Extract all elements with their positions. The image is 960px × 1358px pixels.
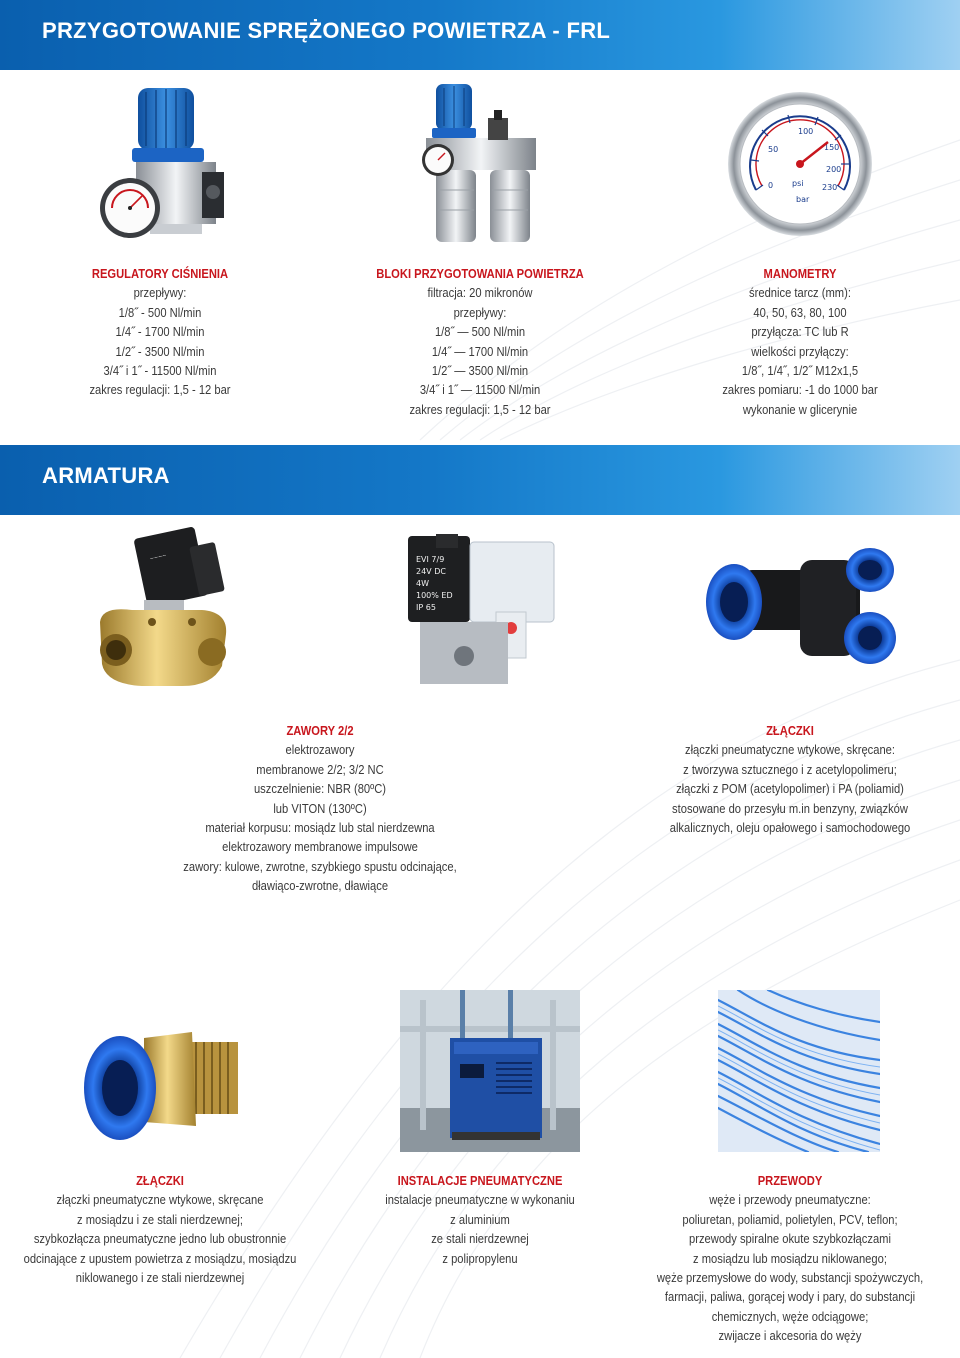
installations-info [351,1171,609,1268]
hoses-line: przewody spiralne okute szybkozłączami [689,1231,891,1247]
compact-solenoid-valve-image [400,528,560,688]
installations-line: ze stali nierdzewnej [431,1231,529,1247]
frl-units-line: 3/4˝ i 1˝ — 11500 Nl/min [419,382,541,398]
gauges-info [671,264,929,419]
brass-fittings-info [14,1171,306,1287]
gauge-label-0: 0 [768,181,774,190]
regulators-line: 1/2˝ - 3500 Nl/min [115,343,205,359]
brass-fittings-line: szybkozłącza pneumatyczne jedno lub obustronnie [33,1231,287,1247]
page-title: PRZYGOTOWANIE SPRĘŻONEGO POWIETRZA - FRL [42,18,611,43]
brass-fittings-title: ZŁĄCZKI [136,1173,184,1188]
installations-line: z aluminium [450,1211,510,1227]
valves-title: ZAWORY 2/2 [286,723,354,738]
regulators-title: REGULATORY CIŚNIENIA [91,266,229,281]
frl-unit-image [412,80,552,250]
valves-line: zawory: kulowe, zwrotne, szybkiego spustu odcinające, [183,858,457,874]
solenoid-label-line: IP 65 [416,603,436,612]
gauges-line: wykonanie w glicerynie [742,401,858,417]
plastic-fittings-title: ZŁĄCZKI [766,723,814,738]
valves-line: dławiąco-zwrotne, dławiące [251,878,389,894]
hoses-title: PRZEWODY [757,1173,823,1188]
frl-units-info [342,264,617,419]
frl-units-line: 1/8˝ — 500 Nl/min [434,324,526,340]
hoses-line: węże i przewody pneumatyczne: [709,1192,871,1208]
hoses-line: węże przemysłowe do wody, substancji spożywczych, [656,1270,924,1286]
hose-coil-image [718,990,880,1152]
hoses-info [644,1171,936,1346]
gauges-line: zakres pomiaru: -1 do 1000 bar [722,382,878,398]
plastic-t-fitting-image [700,540,900,670]
plastic-fittings-line: złączki pneumatyczne wtykowe, skręcane: [684,742,896,758]
section-banner-armatura [0,445,960,515]
plastic-fittings-line: stosowane do przesyłu m.in benzyny, związków [672,800,908,816]
solenoid-label-line: 24V DC [416,567,446,576]
frl-units-line: zakres regulacji: 1,5 - 12 bar [409,401,551,417]
brass-fittings-line: z mosiądzu i ze stali nierdzewnej; [77,1211,243,1227]
gauges-line: średnice tarcz (mm): [749,285,851,301]
frl-units-title: BLOKI PRZYGOTOWANIA POWIETRZA [376,266,584,281]
frl-units-line: przepływy: [453,304,507,320]
hoses-line: chemicznych, węże odciągowe; [711,1308,869,1324]
pneumatic-installation-image [400,990,580,1152]
gauge-label-psi: psi [792,179,804,188]
solenoid-label-line: 4W [416,579,429,588]
valves-line: membranowe 2/2; 3/2 NC [256,761,384,777]
gauge-label-bar: bar [796,195,810,204]
frl-units-line: filtracja: 20 mikronów [427,285,533,301]
regulator-image [90,80,240,250]
gauge-label-100: 100 [798,127,814,136]
valves-line: elektrozawory [285,742,355,758]
installations-line: instalacje pneumatyczne w wykonaniu [385,1192,575,1208]
valves-line: elektrozawory membranowe impulsowe [222,839,418,855]
brass-fittings-line: odcinające z upustem powietrza z mosiądzu, mosiądzu [23,1250,297,1266]
svg-text:~~~~: ~~~~ [149,552,167,563]
brass-fittings-line: niklowanego i ze stali nierdzewnej [75,1270,245,1286]
pressure-gauge-image [726,90,874,238]
header-banner [0,0,960,70]
plastic-fittings-line: złączki z POM (acetylopolimer) i PA (poliamid) [676,781,904,797]
valves-line: lub VITON (130ºC) [273,800,367,816]
gauges-line: 1/8˝, 1/4˝, 1/2˝ M12x1,5 [741,363,859,379]
installations-line: z polipropylenu [442,1250,518,1266]
section-title: ARMATURA [42,463,170,488]
brass-fittings-line: złączki pneumatyczne wtykowe, skręcane [56,1192,264,1208]
installations-title: INSTALACJE PNEUMATYCZNE [397,1173,563,1188]
regulators-line: zakres regulacji: 1,5 - 12 bar [89,382,231,398]
plastic-fittings-line: z tworzywa sztucznego i z acetylopolimeru; [683,761,897,777]
valves-info [165,721,475,896]
gauges-line: przyłącza: TC lub R [751,324,849,340]
plastic-fittings-line: alkalicznych, oleju opałowego i samochodowego [669,820,911,836]
solenoid-label-line: 100% ED [416,591,453,600]
regulators-line: 3/4˝ i 1˝ - 11500 Nl/min [103,363,217,379]
gauge-label-150: 150 [824,143,840,152]
solenoid-label-line: EVI 7/9 [416,555,445,564]
frl-units-line: 1/4˝ — 1700 Nl/min [431,343,529,359]
regulators-line: 1/4˝ - 1700 Nl/min [115,324,205,340]
gauges-line: wielkości przyłączy: [751,343,849,359]
brass-solenoid-valve-image [82,526,242,698]
gauges-line: 40, 50, 63, 80, 100 [753,304,847,320]
gauge-label-230: 230 [822,183,838,192]
brass-push-in-fitting-image [80,1018,242,1150]
plastic-fittings-info [644,721,936,837]
hoses-line: z mosiądzu lub mosiądzu niklowanego; [693,1250,887,1266]
gauge-label-50: 50 [768,145,779,154]
hoses-line: zwijacze i akcesoria do węży [718,1328,862,1344]
valves-line: materiał korpusu: mosiądz lub stal nierdzewna [205,820,435,836]
hoses-line: farmacji, paliwa, gorącej wody i pary, do substancji [664,1289,916,1305]
hoses-line: poliuretan, poliamid, polietylen, PCV, teflon; [682,1211,898,1227]
gauges-title: MANOMETRY [763,266,837,281]
gauge-label-200: 200 [826,165,842,174]
regulators-line: przepływy: [133,285,187,301]
valves-line: uszczelnienie: NBR (80ºC) [253,781,387,797]
regulators-info [40,264,281,400]
regulators-line: 1/8˝ - 500 Nl/min [118,304,202,320]
frl-units-line: 1/2˝ — 3500 Nl/min [431,363,529,379]
